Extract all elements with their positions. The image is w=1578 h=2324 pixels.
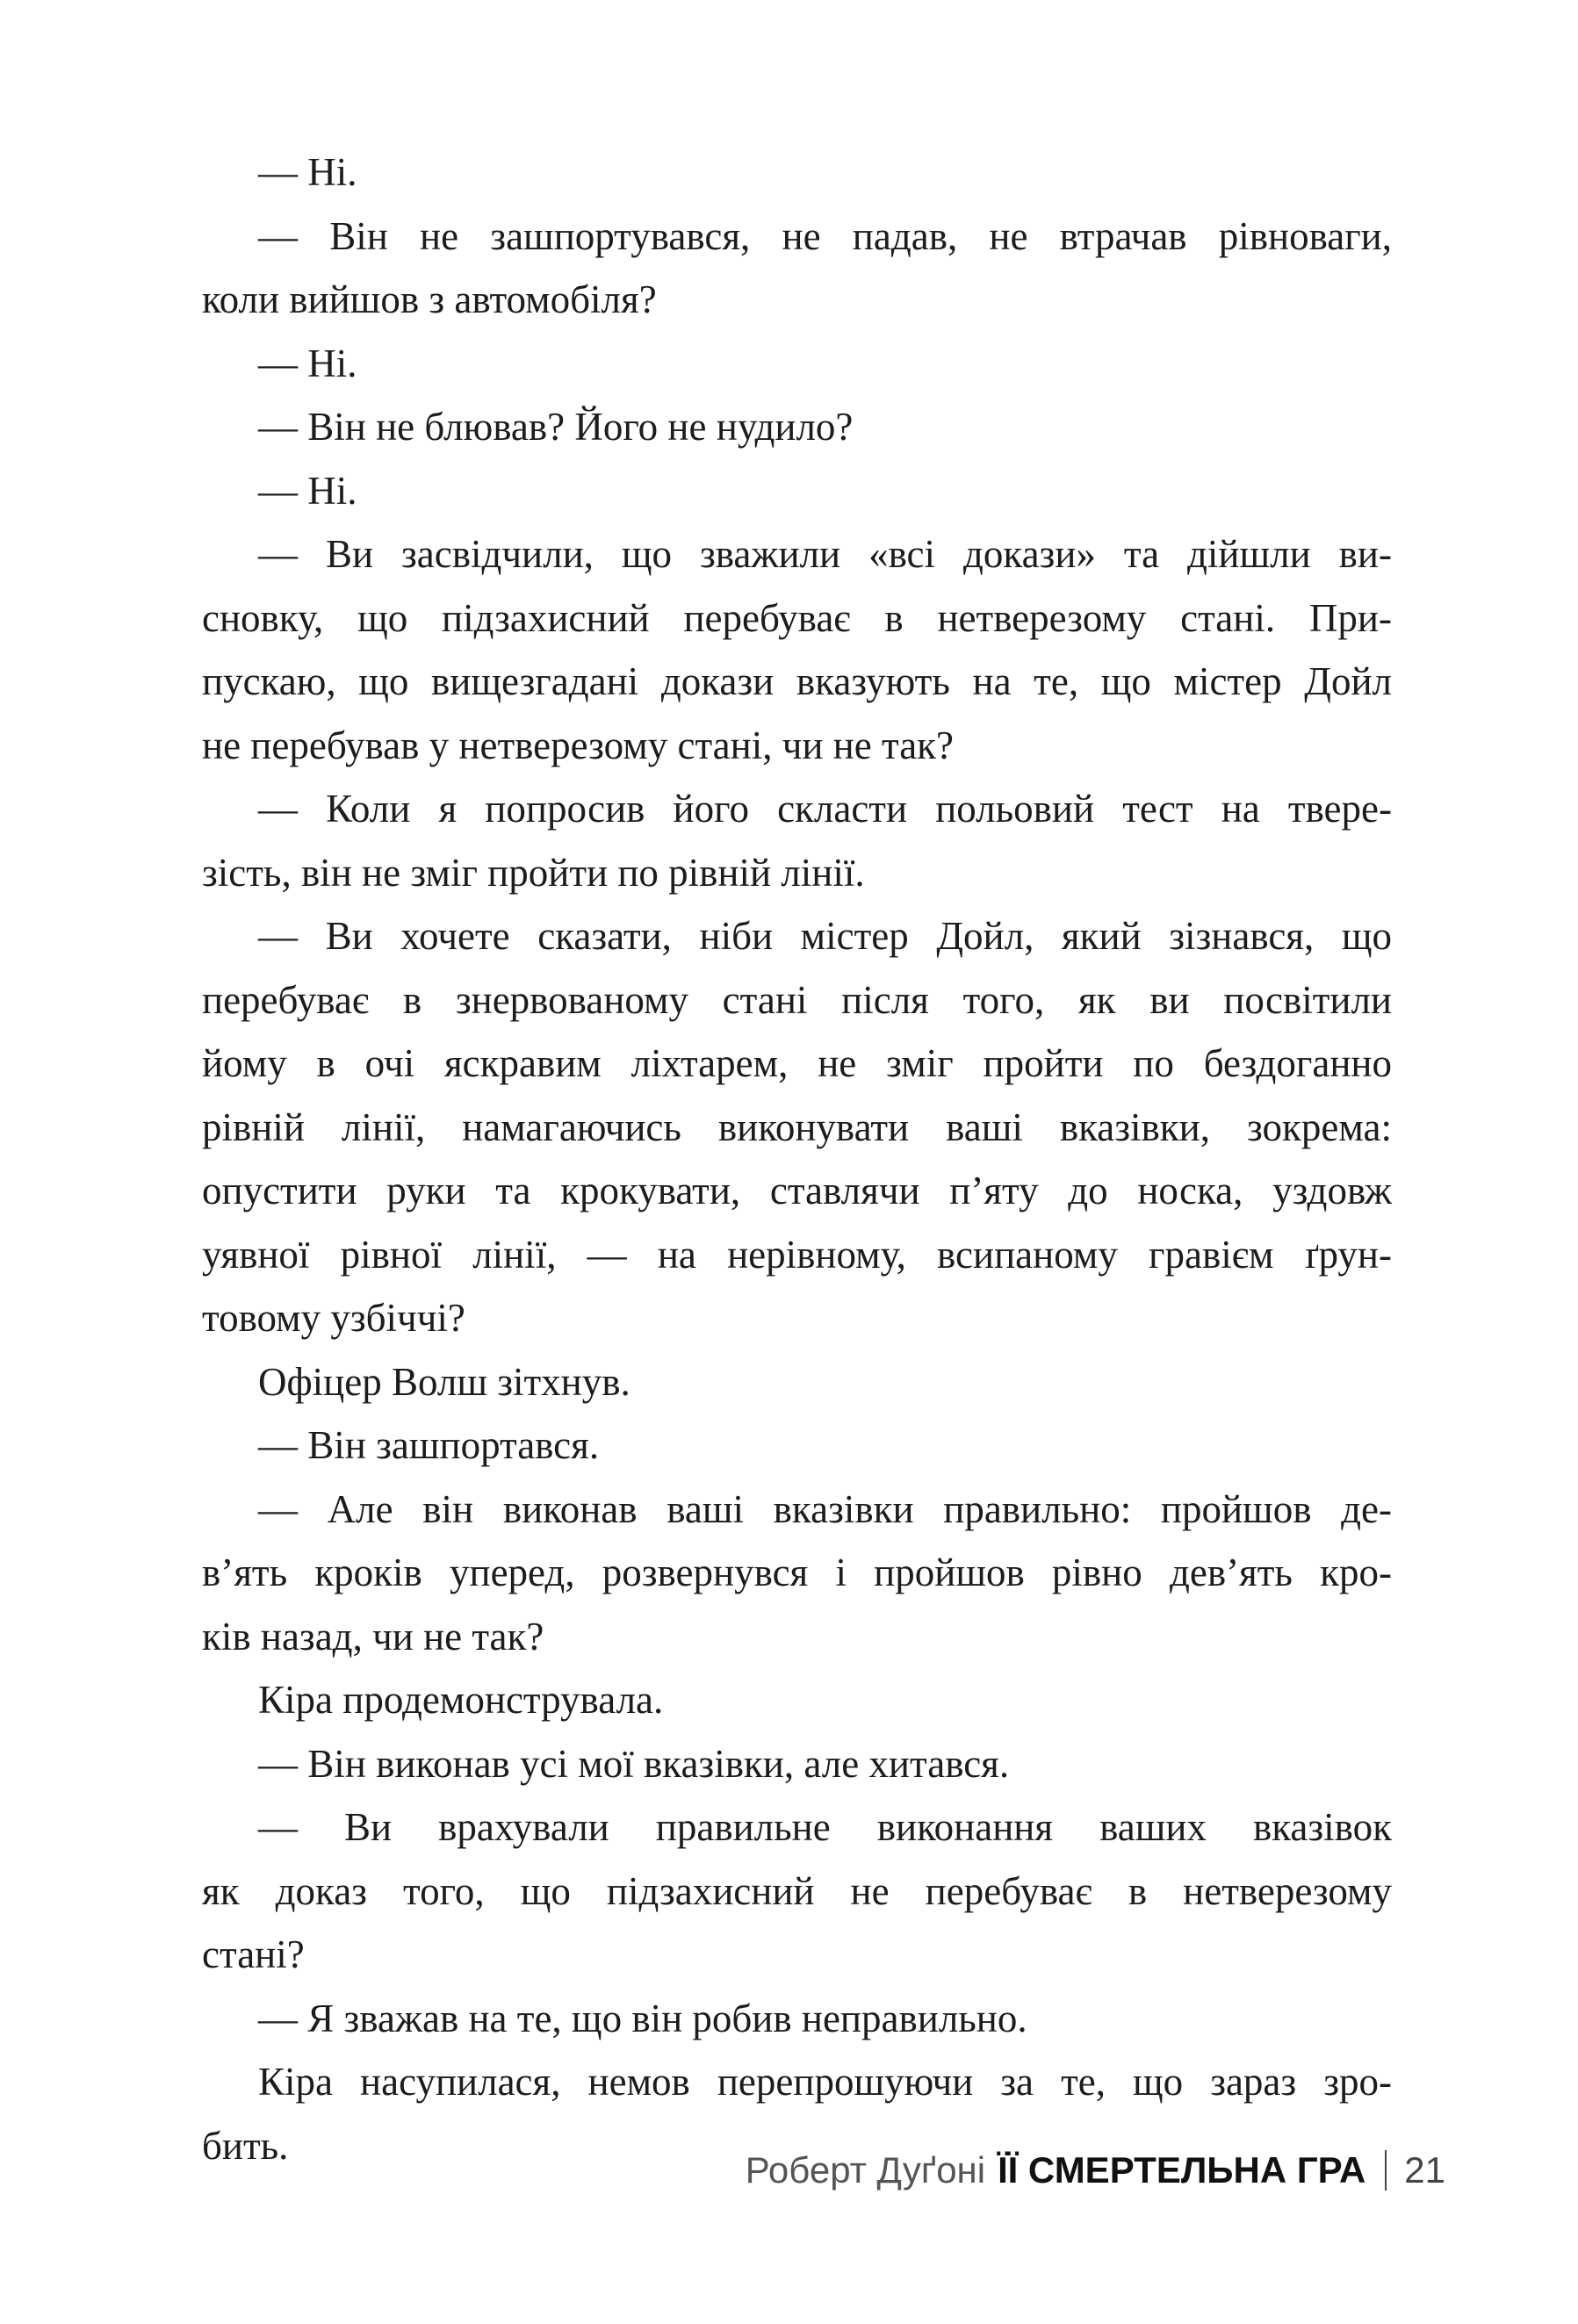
text-line: опустити руки та крокувати, ставлячи п’яту до носка, уздовж <box>202 1169 1392 1212</box>
text-line: бить. <box>202 2123 289 2168</box>
text-line: як доказ того, що підзахисний не перебуває в нетверезому <box>202 1868 1392 1913</box>
text-line: — Ви хочете сказати, ніби містер Дойл, який зізнався, що <box>258 914 1392 958</box>
text-line: зість, він не зміг пройти по рівній лінії. <box>202 850 865 895</box>
text-line: в’ять кроків уперед, розвернувся і пройшов рівно дев’ять кро- <box>202 1551 1392 1594</box>
text-line: не перебував у нетверезому стані, чи не так? <box>202 723 955 767</box>
text-line: — Я зважав на те, що він робив неправильно. <box>258 1996 1027 2040</box>
text-line: коли вийшов з автомобіля? <box>202 277 657 321</box>
text-line: — Ні. <box>258 150 357 194</box>
footer-book-title: ЇЇ СМЕРТЕЛЬНА ГРА <box>998 2149 1366 2191</box>
text-line: Кіра продемонструвала. <box>258 1678 664 1722</box>
text-line: — Ви врахували правильне виконання ваших вказівок <box>258 1805 1392 1849</box>
text-line: рівній лінії, намагаючись виконувати ваші вказівки, зокрема: <box>202 1104 1392 1149</box>
text-line: — Він не блював? Його не нудило? <box>258 405 854 449</box>
text-line: — Ви засвідчили, що зважили «всі докази» та дійшли ви- <box>258 532 1392 576</box>
text-line: — Він не зашпортувався, не падав, не втрачав рівноваги, <box>258 213 1392 258</box>
page-number: 21 <box>1404 2149 1445 2191</box>
text-line: — Він зашпортався. <box>258 1423 600 1467</box>
running-footer <box>746 2146 1445 2195</box>
text-line: — Він виконав усі мої вказівки, але хитався. <box>258 1741 1010 1786</box>
text-line: товому узбіччі? <box>202 1296 465 1340</box>
text-line: перебуває в знервованому стані після того, як ви посвітили <box>202 977 1392 1022</box>
text-line: — Коли я попросив його скласти польовий тест на твере- <box>258 787 1392 831</box>
text-line: Офіцер Волш зітхнув. <box>258 1359 630 1404</box>
text-line: сновку, що підзахисний перебуває в нетверезому стані. При- <box>202 595 1392 640</box>
footer-divider <box>1385 2150 1387 2191</box>
page-body <box>202 140 1392 2177</box>
text-line: — Ні. <box>258 468 357 513</box>
text-line: стані? <box>202 1932 305 1976</box>
text-line: пускаю, що вищезгадані докази вказують на те, що містер Дойл <box>202 659 1392 703</box>
footer-author: Роберт Дуґоні <box>745 2149 986 2191</box>
text-line: Кіра насупилася, немов перепрошуючи за те, що зараз зро- <box>258 2060 1392 2104</box>
text-line: йому в очі яскравим ліхтарем, не зміг пройти по бездоганно <box>202 1041 1392 1085</box>
text-line: — Але він виконав ваші вказівки правильно: пройшов де- <box>258 1486 1392 1531</box>
text-line: ків назад, чи не так? <box>202 1614 544 1658</box>
text-line: уявної рівної лінії, — на нерівному, всипаному гравієм ґрун- <box>202 1232 1392 1277</box>
text-line: — Ні. <box>258 341 357 385</box>
